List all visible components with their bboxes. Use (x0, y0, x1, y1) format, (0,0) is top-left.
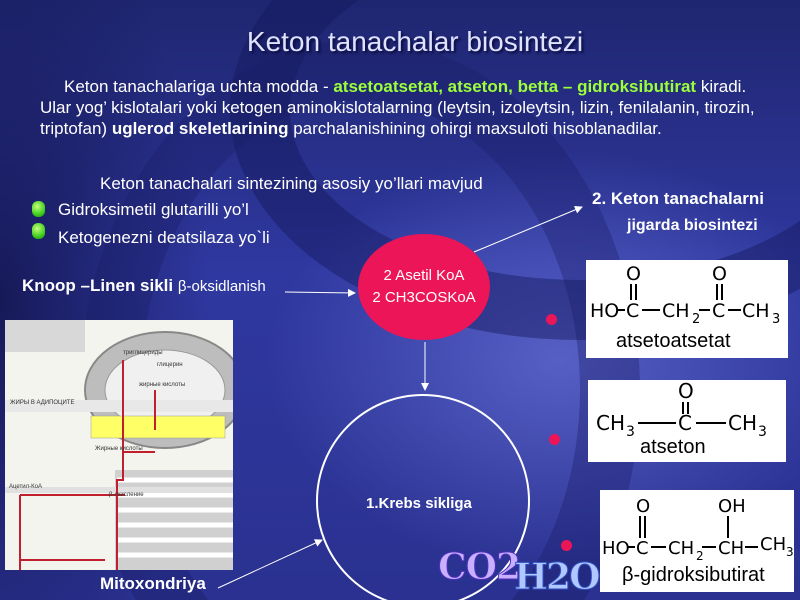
arrow-knoop-to-acoa (285, 292, 355, 293)
mitochondria-diagram (5, 320, 233, 570)
svg-text:O: O (678, 380, 694, 403)
svg-text:CH: CH (596, 411, 626, 435)
svg-text:CH: CH (662, 300, 690, 322)
molecule-panel-acetone (588, 380, 786, 462)
svg-text:O: O (626, 263, 641, 285)
fig-label-fatty-acids-2: Жирные кислоты (95, 446, 143, 452)
svg-text:CH: CH (668, 538, 695, 559)
path-item-deacylase: Ketogenezni deatsilaza yo`li (58, 228, 270, 247)
pink-bullet-icon (561, 540, 572, 551)
arrow-acoa-to-liver (474, 207, 582, 252)
svg-text:CH: CH (760, 534, 787, 555)
svg-text:O: O (636, 496, 651, 517)
acetyl-coa-node (358, 234, 490, 340)
svg-text:OH: OH (718, 496, 746, 517)
mitochondria-figure (5, 320, 233, 570)
slide-title: Keton tanachalar biosintezi (246, 26, 584, 57)
molecule-name-acetone: atseton (640, 436, 706, 458)
ketone-bodies-highlight: atsetoatsetat, atseton, betta – gidroksibutirat (333, 77, 697, 96)
paths-heading: Keton tanachalari sintezining asosiy yo’llari mavjud (100, 174, 483, 193)
svg-text:C: C (626, 300, 640, 322)
mitochondria-label: Mitoxondriya (100, 574, 206, 593)
h2o-wordart: H2O (514, 556, 599, 598)
beta-oxidation-text: β-oksidlanish (177, 278, 266, 295)
pink-bullet-icon (549, 434, 560, 445)
intro-text: triptofan) (40, 119, 112, 138)
molecule-panel-hydroxybutyrate (600, 490, 794, 592)
svg-text:3: 3 (758, 424, 767, 440)
fig-label-glycerol: глицерин (157, 362, 183, 368)
svg-text:HO: HO (602, 538, 630, 559)
svg-text:CH: CH (718, 538, 745, 559)
liver-biosynthesis-label: 2. Keton tanachalarni (592, 189, 764, 208)
fig-label-beta-oxidation: β-окисление (109, 492, 144, 498)
intro-line-2: Ular yog’ kislotalari yoki ketogen aminokislotalarning (leytsin, izoleytsin, lizin, fenilalanin, tirozin, (40, 98, 755, 117)
molecule-name-acetoacetate: atsetoatsetat (616, 330, 731, 352)
svg-text:3: 3 (772, 312, 781, 327)
intro-text: parchalanishining ohirgi maxsuloti hisoblanadilar. (288, 119, 662, 138)
svg-text:C: C (712, 300, 726, 322)
knoop-bold: Knoop –Linen sikli (22, 276, 178, 295)
co2-wordart: CO2 (438, 546, 521, 588)
molecule-panel-acetoacetate (586, 260, 788, 358)
svg-text:2: 2 (696, 549, 704, 563)
fig-label-fatty-acids: жирные кислоты (139, 382, 186, 388)
intro-text: Keton tanachalariga uchta modda - (64, 77, 334, 96)
acetyl-coa-label: 2 Asetil KoA (383, 267, 465, 284)
intro-text: kiradi. (696, 77, 747, 96)
krebs-cycle-label: 1.Krebs sikliga (366, 495, 472, 512)
fig-label-triglycerides: триглицериды (123, 350, 163, 356)
svg-text:O: O (712, 263, 727, 285)
molecule-name-hydroxybutyrate: β-gidroksibutirat (622, 564, 765, 586)
svg-text:3: 3 (786, 545, 794, 559)
svg-text:C: C (636, 538, 649, 559)
svg-text:2: 2 (692, 312, 701, 327)
svg-text:CH: CH (728, 411, 758, 435)
svg-text:HO: HO (590, 300, 620, 322)
intro-bold-text: uglerod skeletlarining (111, 119, 289, 138)
path-item-hmg: Gidroksimetil glutarilli yo’l (58, 200, 249, 219)
fig-label-acetyl-coa: Ацетил-КоА (9, 484, 42, 490)
svg-text:C: C (678, 411, 692, 435)
svg-text:CH: CH (742, 300, 770, 322)
fig-label-adipocyte: ЖИРЫ В АДИПОЦИТЕ (10, 400, 75, 406)
liver-biosynthesis-sublabel: jigarda biosintezi (627, 217, 758, 234)
svg-text:3: 3 (626, 424, 635, 440)
pink-bullet-icon (546, 314, 557, 325)
arrow-mito-to-krebs (218, 540, 322, 588)
acetyl-coa-formula: 2 CH3COSKoA (372, 289, 476, 306)
